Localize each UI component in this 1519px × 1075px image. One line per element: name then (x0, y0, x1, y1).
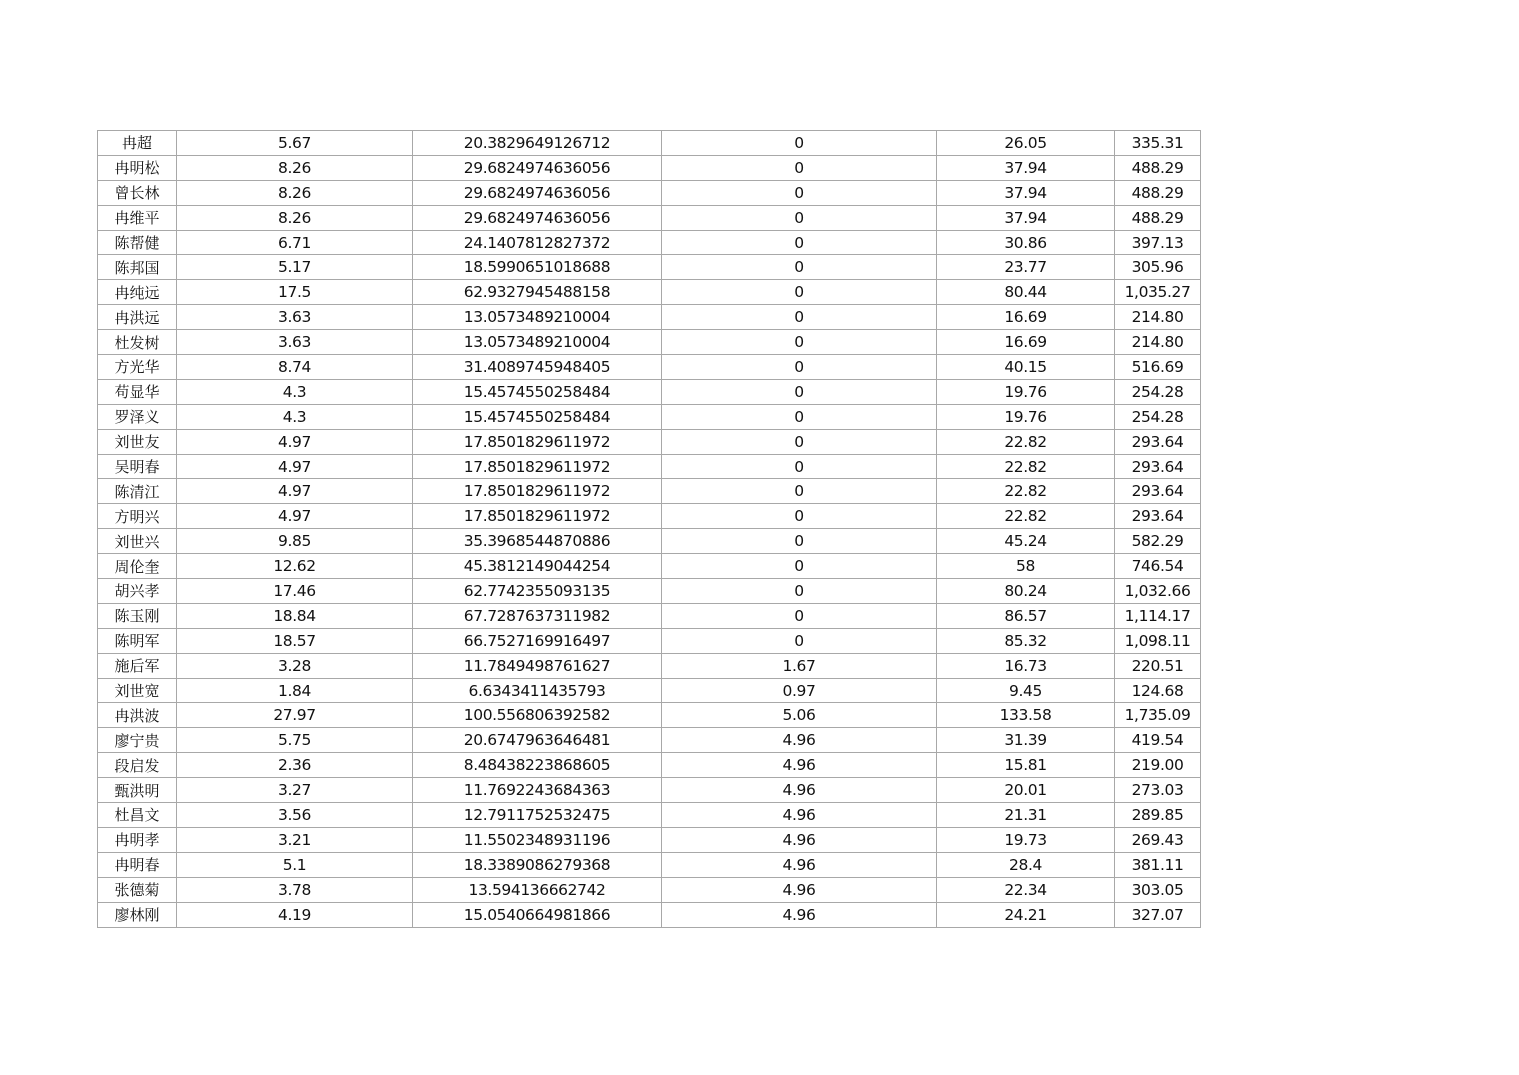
table-row (98, 479, 1201, 504)
value-cell-2: 17.8501829611972 (413, 504, 662, 529)
table-row (98, 628, 1201, 653)
value-cell-3: 0 (662, 504, 937, 529)
value-cell-4: 22.82 (937, 454, 1115, 479)
value-cell-1: 8.26 (177, 155, 413, 180)
value-cell-3: 0 (662, 429, 937, 454)
value-cell-4: 16.69 (937, 330, 1115, 355)
value-cell-2: 100.556806392582 (413, 703, 662, 728)
value-cell-3: 1.67 (662, 653, 937, 678)
name-cell: 廖林刚 (98, 902, 177, 927)
value-cell-1: 18.57 (177, 628, 413, 653)
amount-cell: 269.43 (1115, 827, 1201, 852)
value-cell-2: 29.6824974636056 (413, 155, 662, 180)
value-cell-2: 18.3389086279368 (413, 852, 662, 877)
value-cell-3: 0 (662, 628, 937, 653)
value-cell-2: 15.4574550258484 (413, 379, 662, 404)
value-cell-2: 62.7742355093135 (413, 579, 662, 604)
value-cell-4: 19.76 (937, 379, 1115, 404)
name-cell: 冉洪波 (98, 703, 177, 728)
name-cell: 廖宁贵 (98, 728, 177, 753)
amount-cell: 419.54 (1115, 728, 1201, 753)
value-cell-3: 0 (662, 280, 937, 305)
value-cell-3: 0 (662, 330, 937, 355)
table-row (98, 379, 1201, 404)
value-cell-4: 22.82 (937, 479, 1115, 504)
table-row (98, 579, 1201, 604)
value-cell-4: 19.76 (937, 404, 1115, 429)
amount-cell: 488.29 (1115, 180, 1201, 205)
amount-cell: 1,735.09 (1115, 703, 1201, 728)
value-cell-4: 40.15 (937, 355, 1115, 380)
amount-cell: 289.85 (1115, 803, 1201, 828)
table-row (98, 330, 1201, 355)
value-cell-3: 0 (662, 230, 937, 255)
value-cell-1: 1.84 (177, 678, 413, 703)
value-cell-1: 5.1 (177, 852, 413, 877)
value-cell-2: 62.9327945488158 (413, 280, 662, 305)
name-cell: 苟显华 (98, 379, 177, 404)
amount-cell: 254.28 (1115, 379, 1201, 404)
data-table (97, 130, 1201, 928)
value-cell-3: 0 (662, 131, 937, 156)
value-cell-4: 28.4 (937, 852, 1115, 877)
amount-cell: 293.64 (1115, 504, 1201, 529)
value-cell-4: 20.01 (937, 778, 1115, 803)
name-cell: 甄洪明 (98, 778, 177, 803)
value-cell-2: 31.4089745948405 (413, 355, 662, 380)
table-row (98, 180, 1201, 205)
table-row (98, 852, 1201, 877)
table-row (98, 703, 1201, 728)
table-row (98, 454, 1201, 479)
value-cell-3: 0 (662, 579, 937, 604)
value-cell-2: 13.594136662742 (413, 877, 662, 902)
value-cell-4: 23.77 (937, 255, 1115, 280)
value-cell-3: 0 (662, 205, 937, 230)
value-cell-2: 20.3829649126712 (413, 131, 662, 156)
table-row (98, 255, 1201, 280)
value-cell-2: 67.7287637311982 (413, 603, 662, 628)
name-cell: 冉纯远 (98, 280, 177, 305)
value-cell-1: 4.3 (177, 404, 413, 429)
value-cell-4: 37.94 (937, 180, 1115, 205)
table-row (98, 778, 1201, 803)
value-cell-3: 0 (662, 554, 937, 579)
value-cell-4: 24.21 (937, 902, 1115, 927)
value-cell-4: 58 (937, 554, 1115, 579)
value-cell-2: 35.3968544870886 (413, 529, 662, 554)
value-cell-2: 17.8501829611972 (413, 454, 662, 479)
value-cell-1: 3.27 (177, 778, 413, 803)
value-cell-4: 80.24 (937, 579, 1115, 604)
table-body (98, 131, 1201, 928)
table-row (98, 554, 1201, 579)
amount-cell: 1,114.17 (1115, 603, 1201, 628)
amount-cell: 214.80 (1115, 330, 1201, 355)
value-cell-4: 9.45 (937, 678, 1115, 703)
value-cell-4: 37.94 (937, 155, 1115, 180)
value-cell-2: 45.3812149044254 (413, 554, 662, 579)
amount-cell: 488.29 (1115, 155, 1201, 180)
name-cell: 刘世兴 (98, 529, 177, 554)
value-cell-1: 3.21 (177, 827, 413, 852)
value-cell-2: 8.48438223868605 (413, 753, 662, 778)
value-cell-1: 9.85 (177, 529, 413, 554)
value-cell-3: 0 (662, 603, 937, 628)
name-cell: 方光华 (98, 355, 177, 380)
value-cell-3: 4.96 (662, 753, 937, 778)
amount-cell: 214.80 (1115, 305, 1201, 330)
amount-cell: 305.96 (1115, 255, 1201, 280)
value-cell-1: 2.36 (177, 753, 413, 778)
value-cell-1: 5.75 (177, 728, 413, 753)
value-cell-4: 22.82 (937, 429, 1115, 454)
name-cell: 冉明松 (98, 155, 177, 180)
name-cell: 冉明孝 (98, 827, 177, 852)
value-cell-1: 3.63 (177, 305, 413, 330)
amount-cell: 1,098.11 (1115, 628, 1201, 653)
value-cell-1: 4.97 (177, 479, 413, 504)
value-cell-3: 0 (662, 479, 937, 504)
name-cell: 周伦奎 (98, 554, 177, 579)
table-row (98, 529, 1201, 554)
table-row (98, 827, 1201, 852)
name-cell: 曾长林 (98, 180, 177, 205)
name-cell: 冉明春 (98, 852, 177, 877)
value-cell-1: 5.17 (177, 255, 413, 280)
name-cell: 杜昌文 (98, 803, 177, 828)
name-cell: 陈帮健 (98, 230, 177, 255)
amount-cell: 293.64 (1115, 479, 1201, 504)
value-cell-2: 20.6747963646481 (413, 728, 662, 753)
value-cell-3: 4.96 (662, 803, 937, 828)
name-cell: 胡兴孝 (98, 579, 177, 604)
value-cell-3: 0.97 (662, 678, 937, 703)
name-cell: 冉洪远 (98, 305, 177, 330)
value-cell-4: 85.32 (937, 628, 1115, 653)
table-row (98, 653, 1201, 678)
value-cell-3: 4.96 (662, 827, 937, 852)
name-cell: 杜发树 (98, 330, 177, 355)
value-cell-1: 3.78 (177, 877, 413, 902)
name-cell: 方明兴 (98, 504, 177, 529)
amount-cell: 397.13 (1115, 230, 1201, 255)
value-cell-4: 26.05 (937, 131, 1115, 156)
value-cell-2: 11.7692243684363 (413, 778, 662, 803)
amount-cell: 293.64 (1115, 429, 1201, 454)
value-cell-1: 4.3 (177, 379, 413, 404)
name-cell: 刘世宽 (98, 678, 177, 703)
value-cell-1: 12.62 (177, 554, 413, 579)
value-cell-3: 0 (662, 529, 937, 554)
value-cell-1: 4.97 (177, 454, 413, 479)
table-row (98, 678, 1201, 703)
value-cell-3: 4.96 (662, 902, 937, 927)
value-cell-3: 0 (662, 379, 937, 404)
amount-cell: 516.69 (1115, 355, 1201, 380)
value-cell-4: 15.81 (937, 753, 1115, 778)
table-row (98, 728, 1201, 753)
table-row (98, 803, 1201, 828)
value-cell-3: 0 (662, 404, 937, 429)
value-cell-2: 15.4574550258484 (413, 404, 662, 429)
value-cell-4: 22.34 (937, 877, 1115, 902)
value-cell-2: 17.8501829611972 (413, 429, 662, 454)
value-cell-2: 29.6824974636056 (413, 205, 662, 230)
table-row (98, 429, 1201, 454)
name-cell: 吴明春 (98, 454, 177, 479)
value-cell-3: 0 (662, 355, 937, 380)
amount-cell: 327.07 (1115, 902, 1201, 927)
table-row (98, 305, 1201, 330)
value-cell-2: 11.5502348931196 (413, 827, 662, 852)
value-cell-3: 4.96 (662, 877, 937, 902)
value-cell-3: 4.96 (662, 778, 937, 803)
table-row (98, 230, 1201, 255)
name-cell: 冉维平 (98, 205, 177, 230)
value-cell-1: 5.67 (177, 131, 413, 156)
value-cell-1: 3.63 (177, 330, 413, 355)
amount-cell: 582.29 (1115, 529, 1201, 554)
value-cell-1: 17.5 (177, 280, 413, 305)
table-row (98, 155, 1201, 180)
amount-cell: 273.03 (1115, 778, 1201, 803)
amount-cell: 220.51 (1115, 653, 1201, 678)
value-cell-4: 80.44 (937, 280, 1115, 305)
value-cell-4: 45.24 (937, 529, 1115, 554)
name-cell: 陈明军 (98, 628, 177, 653)
value-cell-1: 3.28 (177, 653, 413, 678)
value-cell-1: 8.26 (177, 180, 413, 205)
value-cell-2: 12.7911752532475 (413, 803, 662, 828)
value-cell-4: 31.39 (937, 728, 1115, 753)
value-cell-3: 0 (662, 255, 937, 280)
value-cell-4: 16.73 (937, 653, 1115, 678)
amount-cell: 1,032.66 (1115, 579, 1201, 604)
value-cell-4: 16.69 (937, 305, 1115, 330)
value-cell-2: 13.0573489210004 (413, 330, 662, 355)
name-cell: 施后军 (98, 653, 177, 678)
table-row (98, 131, 1201, 156)
value-cell-2: 11.7849498761627 (413, 653, 662, 678)
name-cell: 陈邦国 (98, 255, 177, 280)
name-cell: 冉超 (98, 131, 177, 156)
amount-cell: 335.31 (1115, 131, 1201, 156)
value-cell-3: 5.06 (662, 703, 937, 728)
table-row (98, 504, 1201, 529)
value-cell-2: 66.7527169916497 (413, 628, 662, 653)
value-cell-3: 0 (662, 454, 937, 479)
amount-cell: 1,035.27 (1115, 280, 1201, 305)
amount-cell: 293.64 (1115, 454, 1201, 479)
value-cell-3: 0 (662, 155, 937, 180)
value-cell-4: 86.57 (937, 603, 1115, 628)
amount-cell: 219.00 (1115, 753, 1201, 778)
name-cell: 罗泽义 (98, 404, 177, 429)
value-cell-3: 0 (662, 305, 937, 330)
value-cell-4: 30.86 (937, 230, 1115, 255)
table-row (98, 280, 1201, 305)
value-cell-2: 18.5990651018688 (413, 255, 662, 280)
table-row (98, 753, 1201, 778)
table-row (98, 603, 1201, 628)
value-cell-1: 4.19 (177, 902, 413, 927)
table-row (98, 404, 1201, 429)
value-cell-2: 13.0573489210004 (413, 305, 662, 330)
value-cell-1: 3.56 (177, 803, 413, 828)
value-cell-1: 17.46 (177, 579, 413, 604)
value-cell-2: 6.6343411435793 (413, 678, 662, 703)
value-cell-4: 22.82 (937, 504, 1115, 529)
value-cell-1: 8.74 (177, 355, 413, 380)
value-cell-4: 133.58 (937, 703, 1115, 728)
table-row (98, 877, 1201, 902)
value-cell-1: 4.97 (177, 429, 413, 454)
value-cell-4: 21.31 (937, 803, 1115, 828)
table-row (98, 205, 1201, 230)
value-cell-2: 24.1407812827372 (413, 230, 662, 255)
value-cell-3: 4.96 (662, 852, 937, 877)
table-row (98, 355, 1201, 380)
value-cell-1: 18.84 (177, 603, 413, 628)
amount-cell: 488.29 (1115, 205, 1201, 230)
value-cell-4: 19.73 (937, 827, 1115, 852)
value-cell-4: 37.94 (937, 205, 1115, 230)
table-row (98, 902, 1201, 927)
value-cell-1: 8.26 (177, 205, 413, 230)
value-cell-2: 29.6824974636056 (413, 180, 662, 205)
amount-cell: 303.05 (1115, 877, 1201, 902)
name-cell: 段启发 (98, 753, 177, 778)
amount-cell: 381.11 (1115, 852, 1201, 877)
value-cell-3: 0 (662, 180, 937, 205)
value-cell-1: 4.97 (177, 504, 413, 529)
value-cell-1: 27.97 (177, 703, 413, 728)
amount-cell: 254.28 (1115, 404, 1201, 429)
amount-cell: 746.54 (1115, 554, 1201, 579)
value-cell-2: 15.0540664981866 (413, 902, 662, 927)
amount-cell: 124.68 (1115, 678, 1201, 703)
name-cell: 刘世友 (98, 429, 177, 454)
name-cell: 陈玉刚 (98, 603, 177, 628)
name-cell: 陈清江 (98, 479, 177, 504)
value-cell-3: 4.96 (662, 728, 937, 753)
value-cell-1: 6.71 (177, 230, 413, 255)
name-cell: 张德菊 (98, 877, 177, 902)
value-cell-2: 17.8501829611972 (413, 479, 662, 504)
